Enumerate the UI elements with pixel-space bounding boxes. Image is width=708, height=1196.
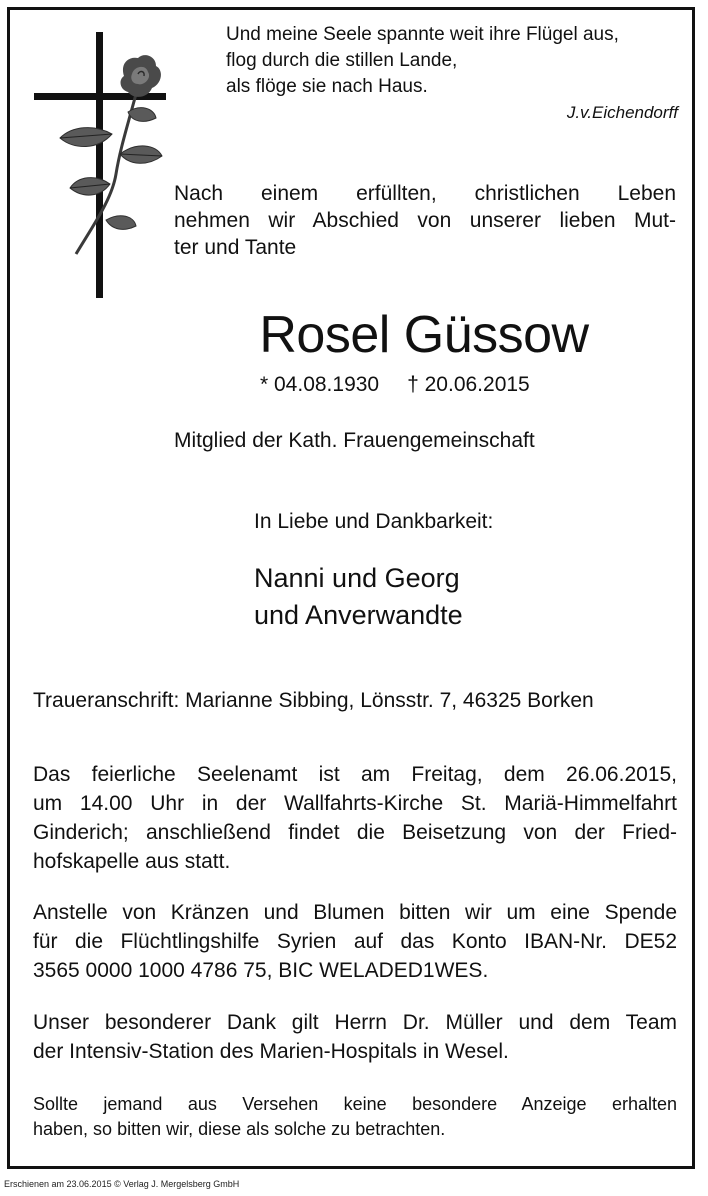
life-dates: [260, 370, 660, 400]
deceased-name: Rosel Güssow: [259, 306, 589, 364]
intro-line: ter und Tante: [174, 236, 297, 259]
mourning-address: Traueranschrift: Marianne Sibbing, Lönsstr. 7, 46325 Borken: [33, 689, 594, 712]
intro-line: Nach einem erfüllten, christlichen Leben: [174, 182, 676, 205]
membership-text: Mitglied der Kath. Frauengemeinschaft: [174, 429, 535, 452]
mourners-preface: In Liebe und Dankbarkeit:: [254, 510, 494, 533]
thanks-line: Unser besonderer Dank gilt Herrn Dr. Müller und dem Team: [33, 1011, 677, 1034]
intro-line: nehmen wir Abschied von unserer lieben Mut-: [174, 209, 676, 232]
cross-vertical-beam: [96, 32, 103, 298]
birth-date: * 04.08.1930: [260, 373, 380, 396]
notice-line: Sollte jemand aus Versehen keine besondere Anzeige erhalten: [33, 1094, 677, 1114]
donation-line: 3565 0000 1000 4786 75, BIC WELADED1WES.: [33, 959, 489, 982]
rose-stem: [76, 94, 136, 254]
poem-quote: [226, 22, 678, 126]
ceremony-line: hofskapelle aus statt.: [33, 850, 231, 873]
ceremony-line: Ginderich; anschließend findet die Beisetzung von der Fried-: [33, 821, 677, 844]
poem-line: Und meine Seele spannte weit ihre Flügel aus,: [226, 24, 619, 45]
poem-author: J.v.Eichendorff: [566, 103, 678, 122]
mourners-names: [254, 560, 463, 634]
mourners-line: und Anverwandte: [254, 600, 463, 630]
poem-line: flog durch die stillen Lande,: [226, 50, 458, 71]
cross-with-rose-icon: [24, 24, 174, 304]
donation-line: Anstelle von Kränzen und Blumen bitten wir um eine Spende: [33, 901, 677, 924]
notice-line: haben, so bitten wir, diese als solche zu betrachten.: [33, 1119, 446, 1139]
thanks-line: der Intensiv-Station des Marien-Hospitals in Wesel.: [33, 1040, 509, 1063]
intro-text: [174, 180, 676, 261]
ceremony-line: Das feierliche Seelenamt ist am Freitag, dem 26.06.2015,: [33, 763, 677, 786]
death-date: † 20.06.2015: [407, 373, 530, 396]
thanks-paragraph: [33, 1008, 677, 1066]
poem-line: als flöge sie nach Haus.: [226, 76, 428, 97]
ceremony-paragraph: [33, 760, 677, 876]
mourners-line: Nanni und Georg: [254, 563, 460, 593]
rose-blossom: [121, 55, 161, 97]
rose-leaves: [60, 108, 162, 230]
donation-paragraph: [33, 898, 677, 985]
publication-footer: Erschienen am 23.06.2015 © Verlag J. Mergelsberg GmbH: [4, 1179, 240, 1189]
ceremony-line: um 14.00 Uhr in der Wallfahrts-Kirche St. Mariä-Himmelfahrt: [33, 792, 677, 815]
notice-paragraph: [33, 1092, 677, 1142]
donation-line: für die Flüchtlingshilfe Syrien auf das Konto IBAN-Nr. DE52: [33, 930, 677, 953]
